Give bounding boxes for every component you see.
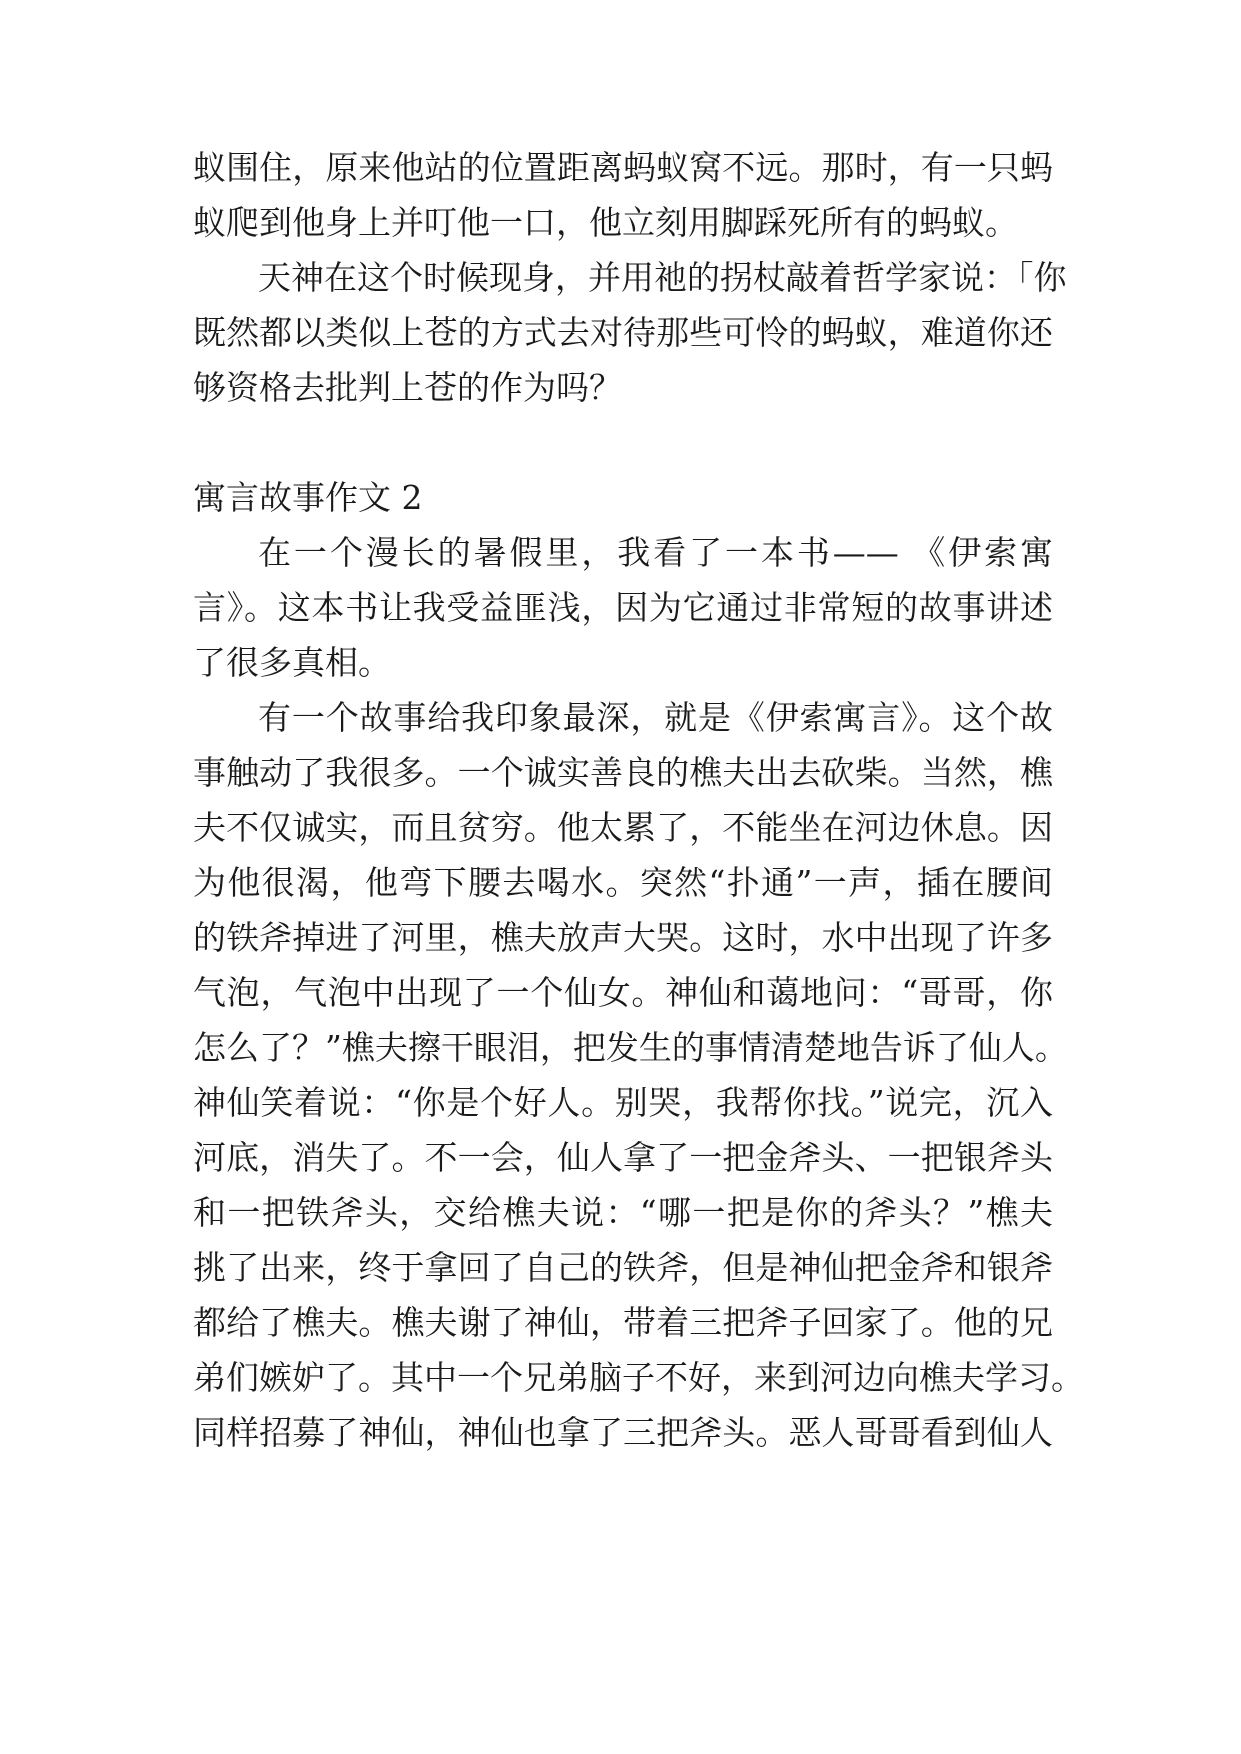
paragraph-line: 有一个故事给我印象最深，就是《伊索寓言》。这个故 xyxy=(258,698,1053,737)
paragraph-line: 夫不仅诚实，而且贫穷。他太累了，不能坐在河边休息。因 xyxy=(193,808,1053,847)
paragraph-line: 了很多真相。 xyxy=(193,643,391,682)
paragraph-line: 在一个漫长的暑假里，我看了一本书—— 《伊索寓 xyxy=(258,533,1053,572)
paragraph-line: 挑了出来，终于拿回了自己的铁斧，但是神仙把金斧和银斧 xyxy=(193,1248,1053,1287)
paragraph-line: 够资格去批判上苍的作为吗？ xyxy=(193,368,622,407)
paragraph-line: 河底，消失了。不一会，仙人拿了一把金斧头、一把银斧头 xyxy=(193,1138,1053,1177)
paragraph-line: 蚁爬到他身上并叮他一口，他立刻用脚踩死所有的蚂蚁。 xyxy=(193,203,1018,242)
paragraph-line: 为他很渴，他弯下腰去喝水。突然“扑通”一声，插在腰间 xyxy=(193,863,1053,902)
paragraph-line: 都给了樵夫。樵夫谢了神仙，带着三把斧子回家了。他的兄 xyxy=(193,1303,1053,1342)
paragraph-line: 事触动了我很多。一个诚实善良的樵夫出去砍柴。当然，樵 xyxy=(193,753,1053,792)
section-heading: 寓言故事作文 2 xyxy=(193,478,423,517)
paragraph-line: 神仙笑着说：“你是个好人。别哭，我帮你找。”说完，沉入 xyxy=(193,1083,1053,1122)
paragraph-line: 怎么了？”樵夫擦干眼泪，把发生的事情清楚地告诉了仙人。 xyxy=(193,1028,1068,1067)
paragraph-line: 既然都以类似上苍的方式去对待那些可怜的蚂蚁，难道你还 xyxy=(193,313,1053,352)
paragraph-line: 同样招募了神仙，神仙也拿了三把斧头。恶人哥哥看到仙人 xyxy=(193,1413,1053,1452)
paragraph-line: 言》。这本书让我受益匪浅，因为它通过非常短的故事讲述 xyxy=(193,588,1053,627)
paragraph-line: 和一把铁斧头，交给樵夫说：“哪一把是你的斧头？”樵夫 xyxy=(193,1193,1053,1232)
paragraph-line: 弟们嫉妒了。其中一个兄弟脑子不好，来到河边向樵夫学习。 xyxy=(193,1358,1084,1397)
paragraph-line: 的铁斧掉进了河里，樵夫放声大哭。这时，水中出现了许多 xyxy=(193,918,1053,957)
paragraph-line: 天神在这个时候现身，并用祂的拐杖敲着哲学家说：「你 xyxy=(258,258,1067,297)
paragraph-line: 蚁围住，原来他站的位置距离蚂蚁窝不远。那时，有一只蚂 xyxy=(193,148,1053,187)
paragraph-line: 气泡，气泡中出现了一个仙女。神仙和蔼地问：“哥哥，你 xyxy=(193,973,1053,1012)
